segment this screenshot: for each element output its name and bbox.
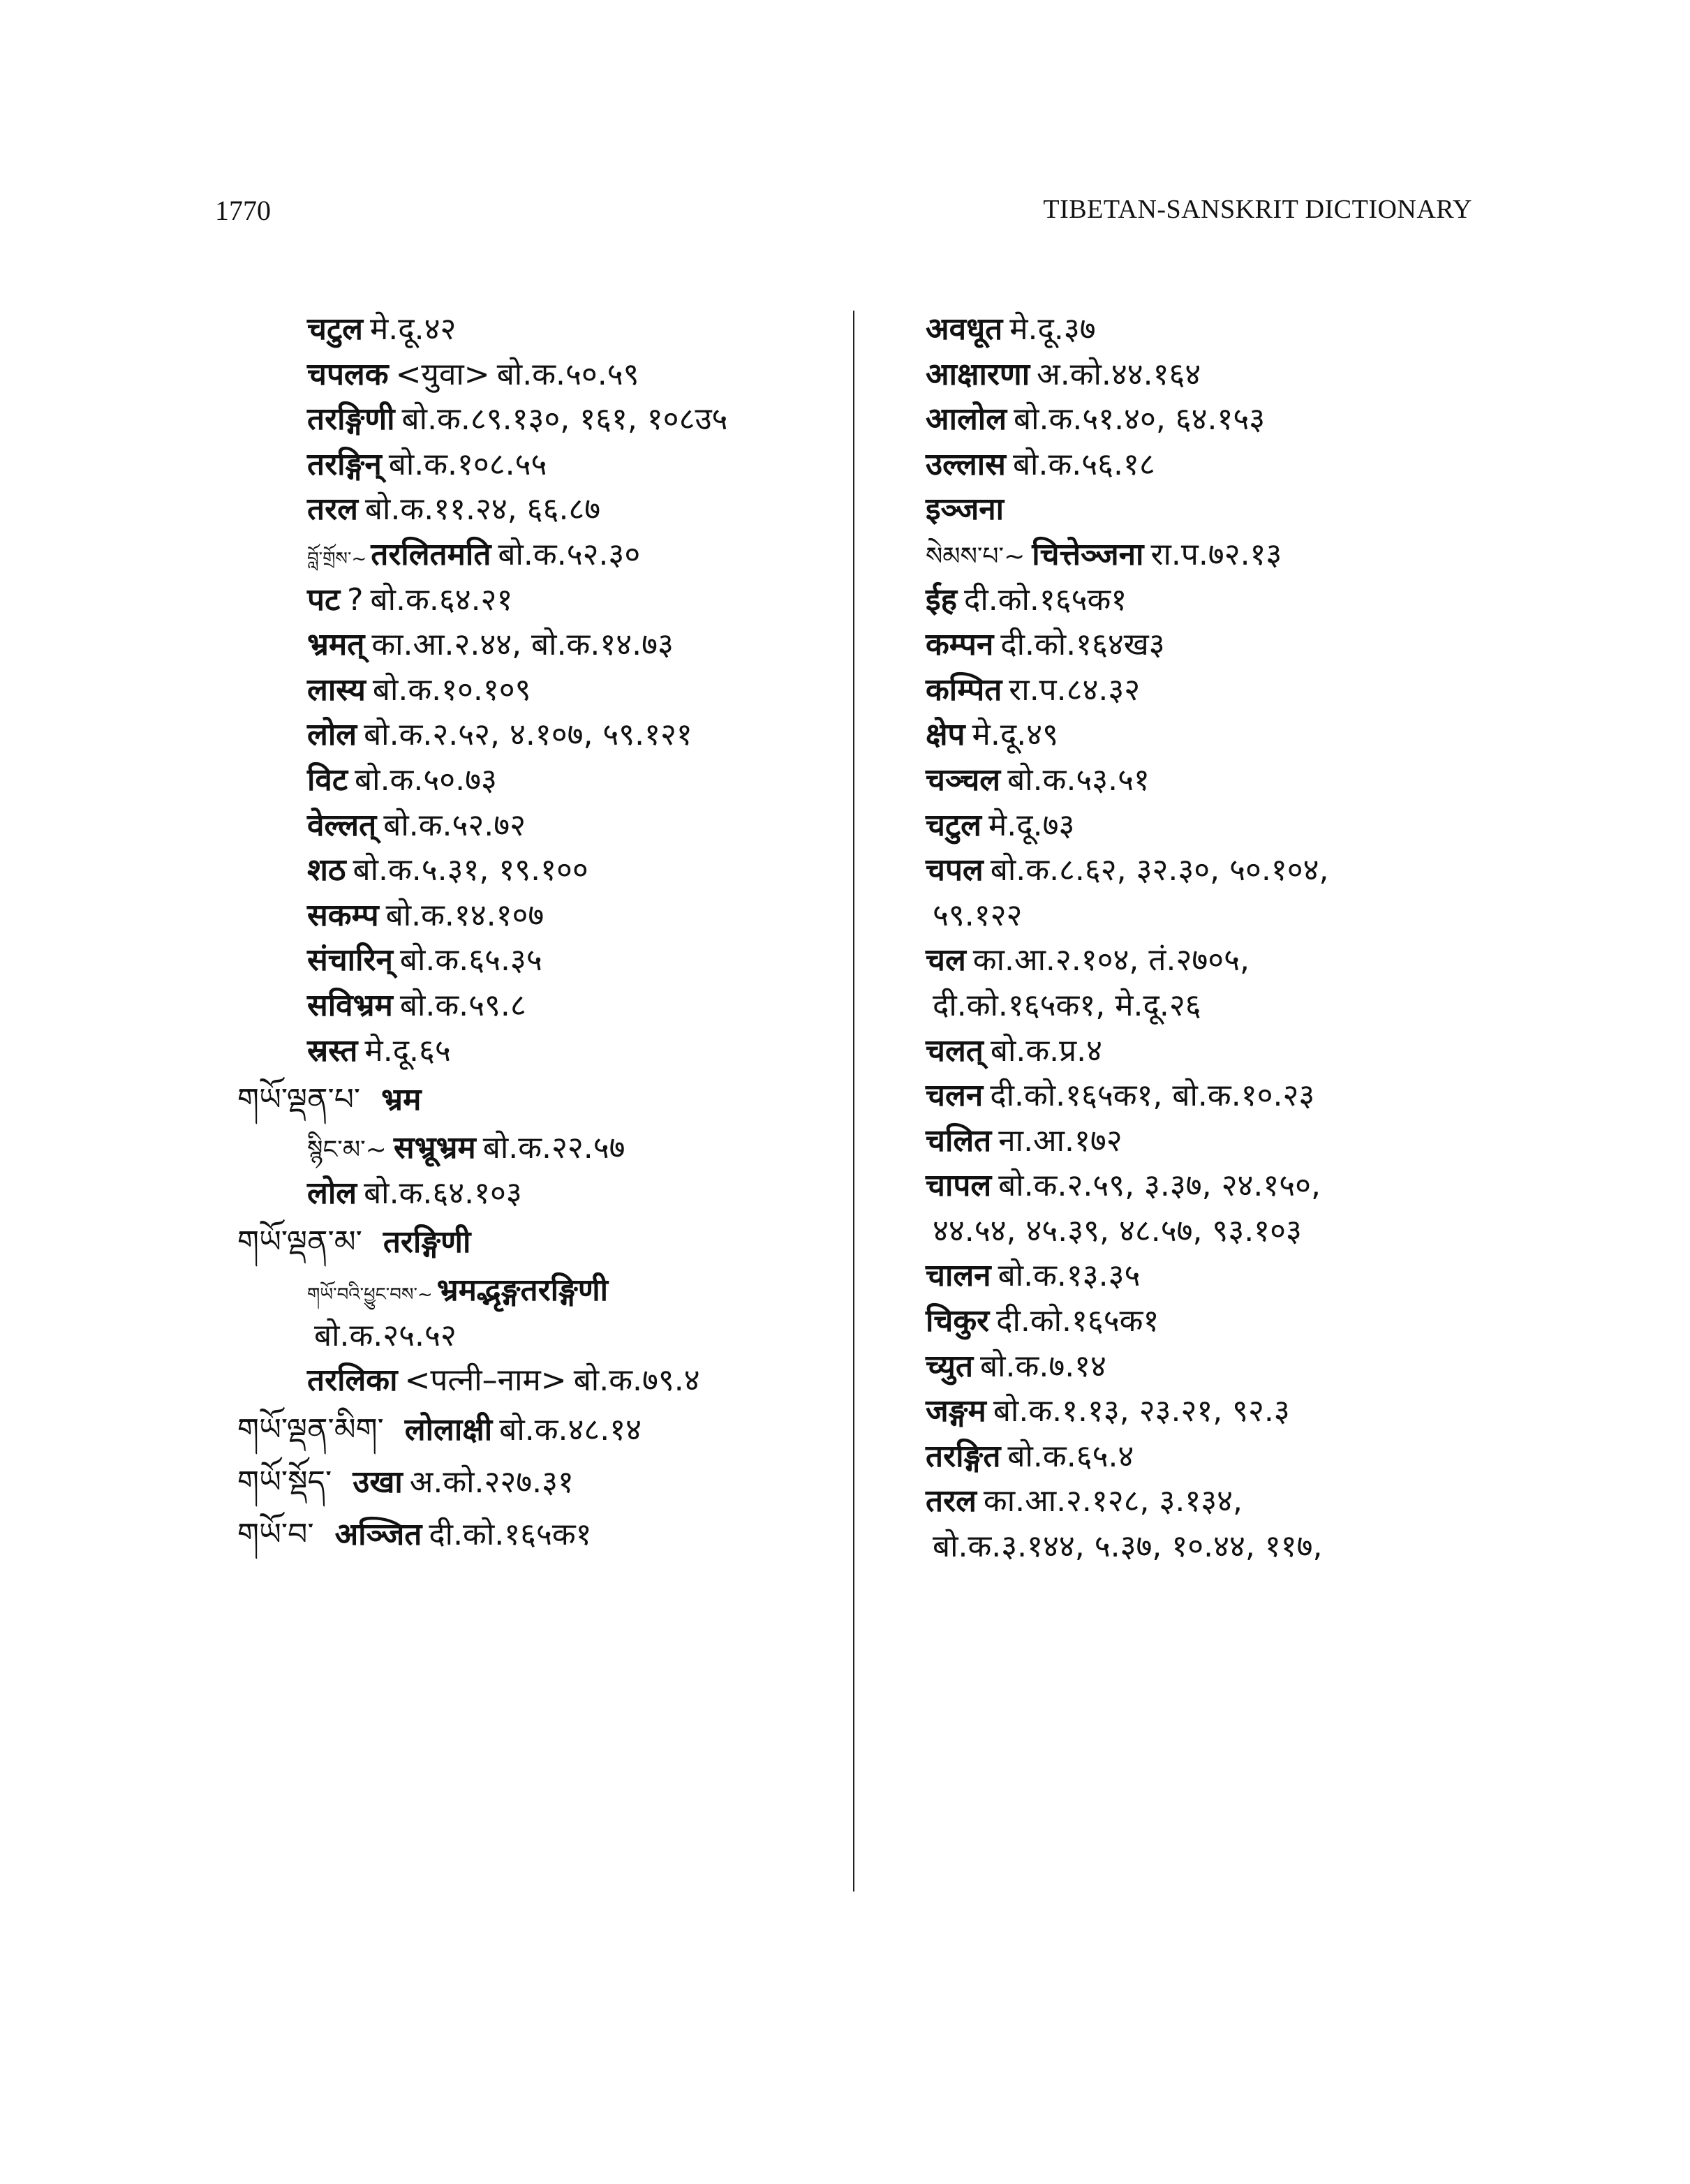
dictionary-entry [237, 848, 838, 893]
dictionary-entry [926, 1389, 1498, 1434]
source-reference: मे.दू.७३ [988, 807, 1075, 843]
dictionary-entry [237, 983, 838, 1029]
source-reference: बो.क.१०८.५५ [388, 446, 547, 482]
dictionary-entry [926, 443, 1498, 488]
source-reference: बो.क.८.६२, ३२.३०, ५०.१०४, [990, 852, 1329, 889]
dictionary-entry [237, 758, 838, 803]
sanskrit-equivalent: लोल [307, 717, 357, 753]
dictionary-entry [237, 443, 838, 488]
source-reference: का.आ.२.४४, बो.क.१४.७३ [371, 627, 674, 663]
page-number: 1770 [215, 195, 271, 226]
source-reference: बो.क.१३.३५ [998, 1258, 1141, 1294]
source-reference: का.आ.२.१२८, ३.१३४, [983, 1483, 1243, 1520]
source-reference: दी.को.१६४ख३ [1000, 627, 1165, 663]
sanskrit-equivalent: ईह [926, 581, 957, 618]
sanskrit-equivalent: उखा [353, 1464, 403, 1501]
sanskrit-equivalent: सकम्प [307, 897, 379, 933]
dictionary-entry [237, 1171, 838, 1217]
source-reference: बो.क.५३.५१ [1007, 762, 1150, 798]
dictionary-entry [237, 578, 838, 623]
sanskrit-equivalent: चल [926, 942, 966, 979]
sanskrit-equivalent: तरल [926, 1483, 977, 1520]
source-reference: मे.दू.६५ [364, 1032, 451, 1069]
dictionary-entry [926, 983, 1498, 1029]
sanskrit-equivalent: लोल [307, 1175, 357, 1211]
dictionary-entry [926, 1524, 1498, 1570]
sanskrit-equivalent: उल्लास [926, 446, 1006, 482]
source-reference: बो.क.११.२४, ६६.८७ [364, 491, 601, 528]
dictionary-entry [237, 713, 838, 758]
dictionary-entry [926, 1344, 1498, 1390]
dictionary-entry [926, 1074, 1498, 1119]
page-header [0, 194, 1690, 236]
sanskrit-equivalent: लास्य [307, 671, 366, 708]
left-column [237, 307, 838, 1561]
tibetan-headword: གཡོ་སྡོད་ [237, 1464, 332, 1501]
tibetan-compound: བློ་གྲོས་~ [307, 548, 367, 570]
dictionary-entry [926, 487, 1498, 533]
sanskrit-equivalent: विट [307, 762, 348, 798]
tibetan-headword: གཡོ་ལྡན་པ་ [237, 1082, 361, 1118]
sanskrit-equivalent: तरलिका [307, 1362, 398, 1399]
source-reference: अ.को.४४.१६४ [1037, 356, 1201, 392]
sanskrit-equivalent: चलित [926, 1122, 992, 1159]
source-reference: बो.क.१४.१०७ [385, 897, 544, 933]
dictionary-entry [237, 352, 838, 398]
dictionary-entry [926, 533, 1498, 578]
sanskrit-equivalent: क्षेप [926, 717, 965, 753]
dictionary-entry [237, 1456, 838, 1508]
source-reference: बो.क.५०.७३ [355, 762, 497, 798]
dictionary-entry [926, 1479, 1498, 1524]
dictionary-entry [237, 1074, 838, 1126]
dictionary-entry [926, 1299, 1498, 1344]
dictionary-entry [926, 623, 1498, 668]
source-reference: बो.क.६४.१०३ [364, 1175, 522, 1211]
sanskrit-equivalent: सभ्रूभ्रम [393, 1130, 476, 1166]
source-reference: बो.क.५६.१८ [1012, 446, 1155, 482]
dictionary-entry [237, 623, 838, 668]
dictionary-entry [926, 713, 1498, 758]
sanskrit-equivalent: वेल्लत् [307, 807, 377, 843]
source-reference: मे.दू.४९ [972, 717, 1058, 753]
dictionary-entry [926, 893, 1498, 939]
sanskrit-equivalent: चञ्चल [926, 762, 1001, 798]
source-reference: बो.क.५१.४०, ६४.१५३ [1014, 401, 1266, 438]
source-reference: बो.क.प्र.४ [990, 1032, 1103, 1069]
dictionary-entry [237, 1268, 838, 1314]
source-reference: दी.को.१६५क१ [996, 1303, 1159, 1339]
dictionary-entry [926, 938, 1498, 983]
sanskrit-equivalent: तरङ्गिणी [307, 401, 395, 438]
source-reference: बो.क.४८.१४ [499, 1412, 642, 1448]
sanskrit-equivalent: च्युत [926, 1348, 974, 1384]
sanskrit-equivalent: लोलाक्षी [404, 1412, 493, 1448]
sanskrit-equivalent: चटुल [926, 807, 981, 843]
dictionary-entry [237, 1404, 838, 1456]
entry-note: <पत्नी–नाम> [404, 1362, 567, 1399]
dictionary-entry [237, 1508, 838, 1561]
dictionary-entry [926, 803, 1498, 849]
source-reference: ५९.१२२ [933, 897, 1023, 933]
column-divider [853, 311, 854, 1892]
sanskrit-equivalent: तरङ्गिणी [383, 1224, 471, 1261]
source-reference: बो.क.७.१४ [980, 1348, 1106, 1384]
source-reference: रा.प.८४.३२ [1009, 671, 1141, 708]
sanskrit-equivalent: तरङ्गिन् [307, 446, 382, 482]
sanskrit-equivalent: चलन [926, 1078, 984, 1114]
dictionary-entry [237, 397, 838, 443]
dictionary-entry [237, 668, 838, 713]
dictionary-entry [237, 307, 838, 352]
sanskrit-equivalent: भ्रमत् [307, 627, 365, 663]
sanskrit-equivalent: चिकुर [926, 1303, 990, 1339]
dictionary-entry [926, 668, 1498, 713]
dictionary-entry [237, 487, 838, 533]
sanskrit-equivalent: कम्पन [926, 627, 994, 663]
dictionary-entry [237, 893, 838, 939]
sanskrit-equivalent: संचारिन् [307, 942, 393, 979]
source-reference: बो.क.५२.७२ [383, 807, 526, 843]
tibetan-compound: སེམས་པ་~ [926, 542, 1025, 571]
source-reference: बो.क.५०.५९ [496, 356, 639, 392]
dictionary-entry [926, 352, 1498, 398]
entry-note: ? [347, 581, 364, 618]
sanskrit-equivalent: तरङ्गित [926, 1438, 1001, 1474]
sanskrit-equivalent: शठ [307, 852, 346, 889]
sanskrit-equivalent: भ्रमद्भृङ्गतरङ्गिणी [436, 1272, 609, 1309]
dictionary-entry [237, 1216, 838, 1268]
sanskrit-equivalent: चालन [926, 1258, 991, 1294]
source-reference: बो.क.६४.२१ [370, 581, 513, 618]
dictionary-entry [926, 1119, 1498, 1164]
sanskrit-equivalent: आलोल [926, 401, 1007, 438]
source-reference: बो.क.७९.४ [573, 1362, 700, 1399]
source-reference: बो.क.६५.४ [1007, 1438, 1134, 1474]
sanskrit-equivalent: आक्षारणा [926, 356, 1030, 392]
sanskrit-equivalent: सविभ्रम [307, 987, 393, 1023]
sanskrit-equivalent: चपल [926, 852, 984, 889]
sanskrit-equivalent: तरल [307, 491, 358, 528]
entry-note: <युवा> [395, 356, 490, 392]
source-reference: ना.आ.१७२ [998, 1122, 1122, 1159]
source-reference: दी.को.१६५क१, मे.दू.२६ [933, 987, 1201, 1023]
source-reference: दी.को.१६५क१, बो.क.१०.२३ [990, 1078, 1315, 1114]
sanskrit-equivalent: तरलितमति [371, 536, 491, 572]
dictionary-entry [926, 1029, 1498, 1074]
source-reference: बो.क.१.१३, २३.२१, ९२.३ [993, 1393, 1290, 1429]
sanskrit-equivalent: चित्तेञ्जना [1032, 536, 1144, 572]
sanskrit-equivalent: कम्पित [926, 671, 1002, 708]
dictionary-entry [926, 758, 1498, 803]
source-reference: बो.क.२५.५२ [314, 1317, 457, 1353]
dictionary-entry [926, 848, 1498, 893]
source-reference: दी.को.१६५क१ [429, 1517, 592, 1553]
dictionary-entry [926, 1209, 1498, 1254]
tibetan-compound: སྙིང་མ་~ [307, 1136, 387, 1165]
source-reference: बो.क.२.५९, ३.३७, २४.१५०, [998, 1168, 1321, 1204]
source-reference: बो.क.५२.३० [498, 536, 641, 572]
source-reference: मे.दू.४२ [369, 311, 457, 347]
source-reference: का.आ.२.१०४, तं.२७०५, [972, 942, 1250, 979]
source-reference: रा.प.७२.१३ [1150, 536, 1282, 572]
dictionary-entry [237, 533, 838, 578]
sanskrit-equivalent: स्रस्त [307, 1032, 358, 1069]
source-reference: बो.क.१०.१०९ [372, 671, 531, 708]
dictionary-entry [926, 1164, 1498, 1209]
sanskrit-equivalent: भ्रम [381, 1082, 422, 1118]
tibetan-headword: གཡོ་བ་ [237, 1517, 314, 1553]
source-reference: बो.क.८९.१३०, १६१, १०८उ५ [401, 401, 728, 438]
dictionary-entry [237, 1314, 838, 1359]
tibetan-headword: གཡོ་ལྡན་མིག་ [237, 1412, 384, 1448]
tibetan-compound: གཡོ་བའི་ཕྱུང་བས་~ [307, 1284, 433, 1306]
sanskrit-equivalent: अवधूत [926, 311, 1003, 347]
dictionary-entry [237, 938, 838, 983]
dictionary-entry [237, 1126, 838, 1171]
dictionary-entry [926, 397, 1498, 443]
source-reference: बो.क.५९.८ [399, 987, 526, 1023]
dictionary-entry [237, 1358, 838, 1404]
running-title: TIBETAN-SANSKRIT DICTIONARY [1043, 195, 1472, 224]
source-reference: बो.क.६५.३५ [399, 942, 542, 979]
source-reference: बो.क.५.३१, १९.१०० [353, 852, 588, 889]
source-reference: दी.को.१६५क१ [963, 581, 1127, 618]
sanskrit-equivalent: चपलक [307, 356, 389, 392]
dictionary-entry [237, 1029, 838, 1074]
right-column [926, 307, 1498, 1570]
source-reference: ४४.५४, ४५.३९, ४८.५७, ९३.१०३ [933, 1212, 1302, 1249]
source-reference: मे.दू.३७ [1009, 311, 1096, 347]
source-reference: अ.को.२२७.३१ [409, 1464, 574, 1501]
dictionary-entry [926, 1434, 1498, 1480]
source-reference: बो.क.२२.५७ [482, 1130, 625, 1166]
sanskrit-equivalent: चटुल [307, 311, 363, 347]
sanskrit-equivalent: इञ्जना [926, 491, 1005, 528]
sanskrit-equivalent: चलत् [926, 1032, 984, 1069]
dictionary-entry [237, 803, 838, 849]
dictionary-entry [926, 307, 1498, 352]
sanskrit-equivalent: चापल [926, 1168, 992, 1204]
dictionary-entry [926, 578, 1498, 623]
sanskrit-equivalent: अञ्जित [334, 1517, 422, 1553]
dictionary-entry [926, 1254, 1498, 1299]
sanskrit-equivalent: जङ्गम [926, 1393, 986, 1429]
source-reference: बो.क.३.१४४, ५.३७, १०.४४, ११७, [933, 1529, 1323, 1565]
tibetan-headword: གཡོ་ལྡན་མ་ [237, 1224, 362, 1261]
source-reference: बो.क.२.५२, ४.१०७, ५९.१२१ [364, 717, 692, 753]
sanskrit-equivalent: पट [307, 581, 341, 618]
